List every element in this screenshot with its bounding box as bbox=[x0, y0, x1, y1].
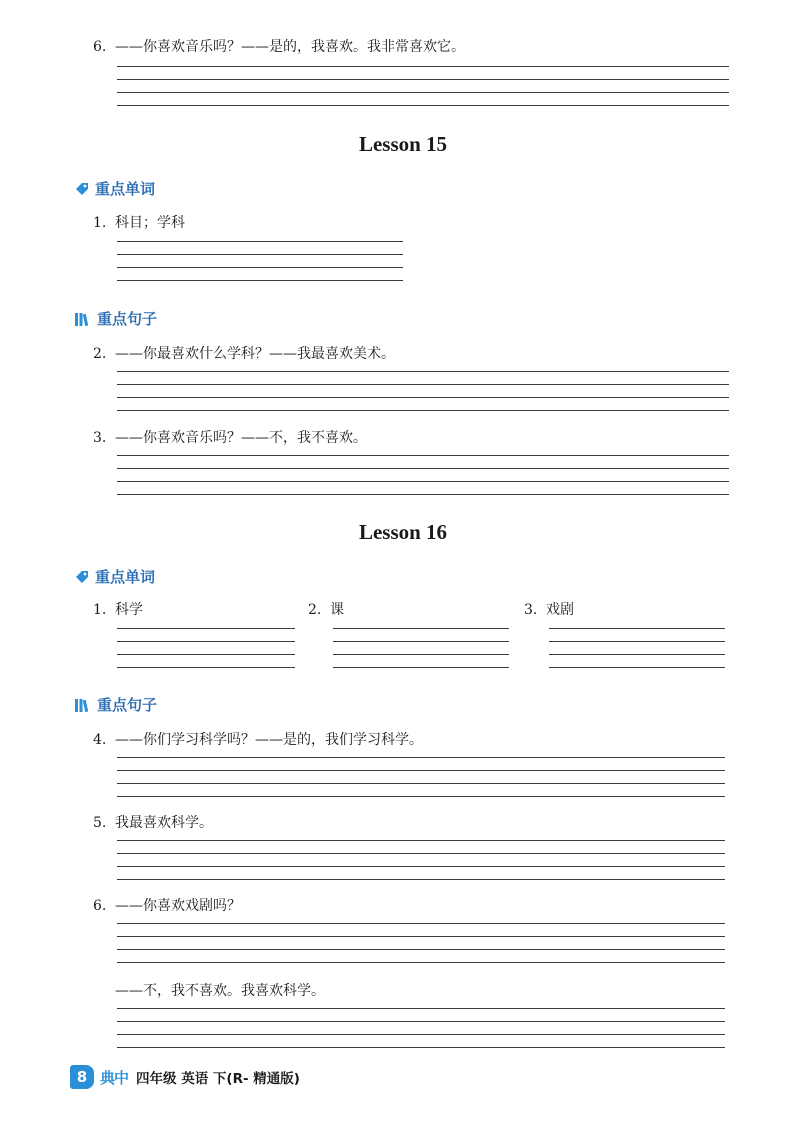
word-text: 课 bbox=[330, 602, 344, 618]
answer-lines-top-q6[interactable] bbox=[117, 66, 729, 106]
book-title: 四年级 英语 下(R- 精通版) bbox=[136, 1071, 300, 1087]
question-text: ——你最喜欢什么学科？——我最喜欢美术。 bbox=[115, 346, 395, 362]
lesson16-question-4 bbox=[93, 731, 423, 749]
lesson-15-title: Lesson 15 bbox=[358, 132, 448, 156]
question-number: 6. bbox=[93, 39, 107, 55]
answer-lines-lesson15-q2[interactable] bbox=[117, 371, 729, 411]
brand-logo: 典中 bbox=[100, 1068, 129, 1087]
page-number: 8 bbox=[70, 1065, 94, 1089]
question-text: ——你喜欢音乐吗？——不，我不喜欢。 bbox=[115, 430, 367, 446]
answer-lines-lesson16-q4[interactable] bbox=[117, 757, 725, 797]
answer-lines-lesson16-q6a[interactable] bbox=[117, 923, 725, 963]
lesson16-word-2 bbox=[308, 601, 344, 619]
lesson16-question-5 bbox=[93, 814, 213, 832]
question-number: 3. bbox=[93, 430, 107, 446]
word-number: 1. bbox=[93, 215, 107, 231]
books-icon bbox=[74, 697, 92, 713]
lesson15-word-1 bbox=[93, 214, 185, 232]
answer-lines-lesson16-q5[interactable] bbox=[117, 840, 725, 880]
word-number: 2. bbox=[308, 602, 322, 618]
lesson15-question-2 bbox=[93, 345, 395, 363]
question-number: 6. bbox=[93, 898, 107, 914]
question-text: ——你喜欢戏剧吗？ bbox=[115, 898, 241, 914]
question-text: 我最喜欢科学。 bbox=[115, 815, 213, 831]
lesson15-question-3 bbox=[93, 429, 367, 447]
word-number: 1. bbox=[93, 602, 107, 618]
word-text: 戏剧 bbox=[546, 602, 574, 618]
question-text: ——不，我不喜欢。我喜欢科学。 bbox=[115, 983, 325, 999]
question-number: 2. bbox=[93, 346, 107, 362]
tag-icon bbox=[74, 181, 90, 197]
answer-lines-lesson15-word1[interactable] bbox=[117, 241, 403, 281]
question-6-top bbox=[93, 38, 465, 56]
answer-lines-lesson16-word1[interactable] bbox=[117, 628, 295, 668]
page-footer bbox=[70, 1064, 300, 1090]
section-heading-text: 重点单词 bbox=[95, 568, 156, 586]
lesson15-sentences-heading bbox=[74, 308, 157, 329]
tag-icon bbox=[74, 569, 90, 585]
section-heading-text: 重点句子 bbox=[97, 310, 158, 328]
answer-lines-lesson15-q3[interactable] bbox=[117, 455, 729, 495]
books-icon bbox=[74, 311, 92, 327]
answer-lines-lesson16-q6b[interactable] bbox=[117, 1008, 725, 1048]
lesson16-word-3 bbox=[524, 601, 574, 619]
lesson-16-title: Lesson 16 bbox=[358, 520, 448, 544]
lesson16-word-1 bbox=[93, 601, 143, 619]
question-number: 4. bbox=[93, 732, 107, 748]
question-text: ——你们学习科学吗？——是的，我们学习科学。 bbox=[115, 732, 423, 748]
lesson16-question-6-reply bbox=[115, 982, 325, 1000]
word-text: 科学 bbox=[115, 602, 143, 618]
word-text: 科目；学科 bbox=[115, 215, 185, 231]
answer-lines-lesson16-word3[interactable] bbox=[549, 628, 725, 668]
answer-lines-lesson16-word2[interactable] bbox=[333, 628, 509, 668]
lesson16-sentences-heading bbox=[74, 694, 157, 715]
word-number: 3. bbox=[524, 602, 538, 618]
question-number: 5. bbox=[93, 815, 107, 831]
section-heading-text: 重点单词 bbox=[95, 180, 156, 198]
question-text: ——你喜欢音乐吗？——是的，我喜欢。我非常喜欢它。 bbox=[115, 39, 465, 55]
lesson16-question-6 bbox=[93, 897, 241, 915]
lesson15-words-heading bbox=[74, 178, 155, 199]
lesson16-words-heading bbox=[74, 566, 155, 587]
section-heading-text: 重点句子 bbox=[97, 696, 158, 714]
